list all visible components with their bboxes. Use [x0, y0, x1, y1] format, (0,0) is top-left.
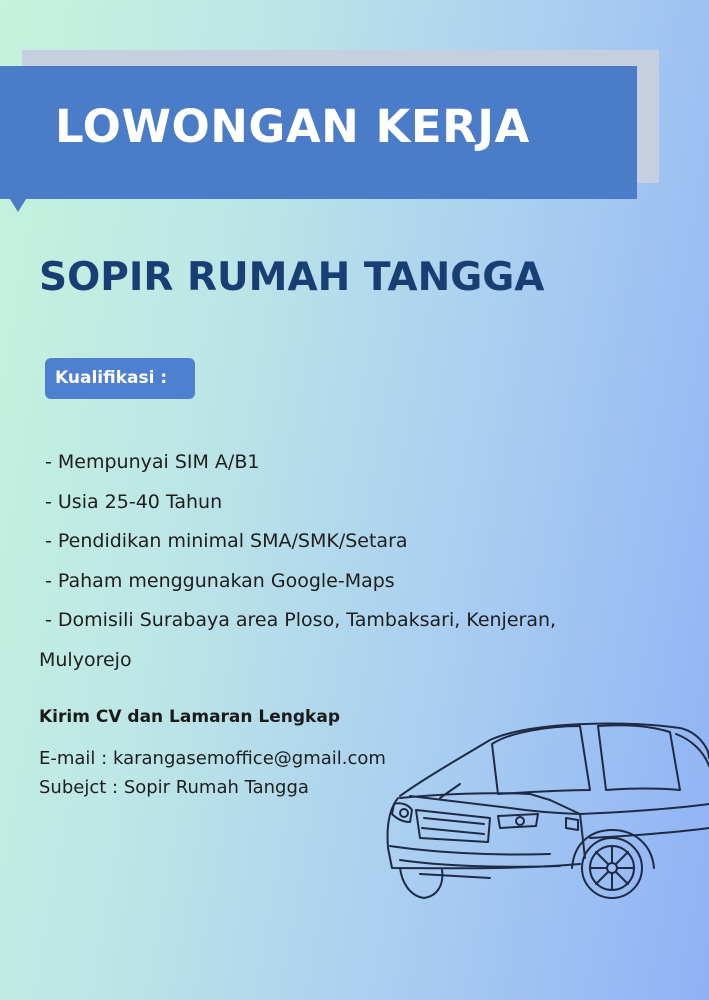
- email-label: E-mail :: [39, 748, 108, 769]
- apply-heading: Kirim CV dan Lamaran Lengkap: [39, 707, 341, 727]
- car-illustration: [380, 718, 709, 918]
- job-title: SOPIR RUMAH TANGGA: [39, 255, 545, 300]
- qualification-item: - Usia 25-40 Tahun: [45, 490, 223, 513]
- subject-row: [39, 777, 309, 798]
- email-value: karangasemoffice@gmail.com: [112, 748, 386, 769]
- banner-title: LOWONGAN KERJA: [55, 100, 530, 153]
- qualifications-badge: Kualifikasi :: [45, 358, 195, 399]
- banner-tail: [10, 199, 26, 212]
- qualification-item: - Paham menggunakan Google-Maps: [45, 569, 395, 592]
- qualification-item-continuation: Mulyorejo: [39, 648, 132, 671]
- qualification-item: - Pendidikan minimal SMA/SMK/Setara: [45, 530, 408, 552]
- subject-value: Sopir Rumah Tangga: [123, 777, 309, 798]
- email-row: [39, 748, 386, 769]
- qualifications-list: [39, 443, 659, 680]
- qualification-item: - Domisili Surabaya area Ploso, Tambaksari, Kenjeran,: [45, 609, 557, 631]
- subject-label: Subejct :: [39, 777, 119, 798]
- qualification-item: - Mempunyai SIM A/B1: [45, 451, 260, 473]
